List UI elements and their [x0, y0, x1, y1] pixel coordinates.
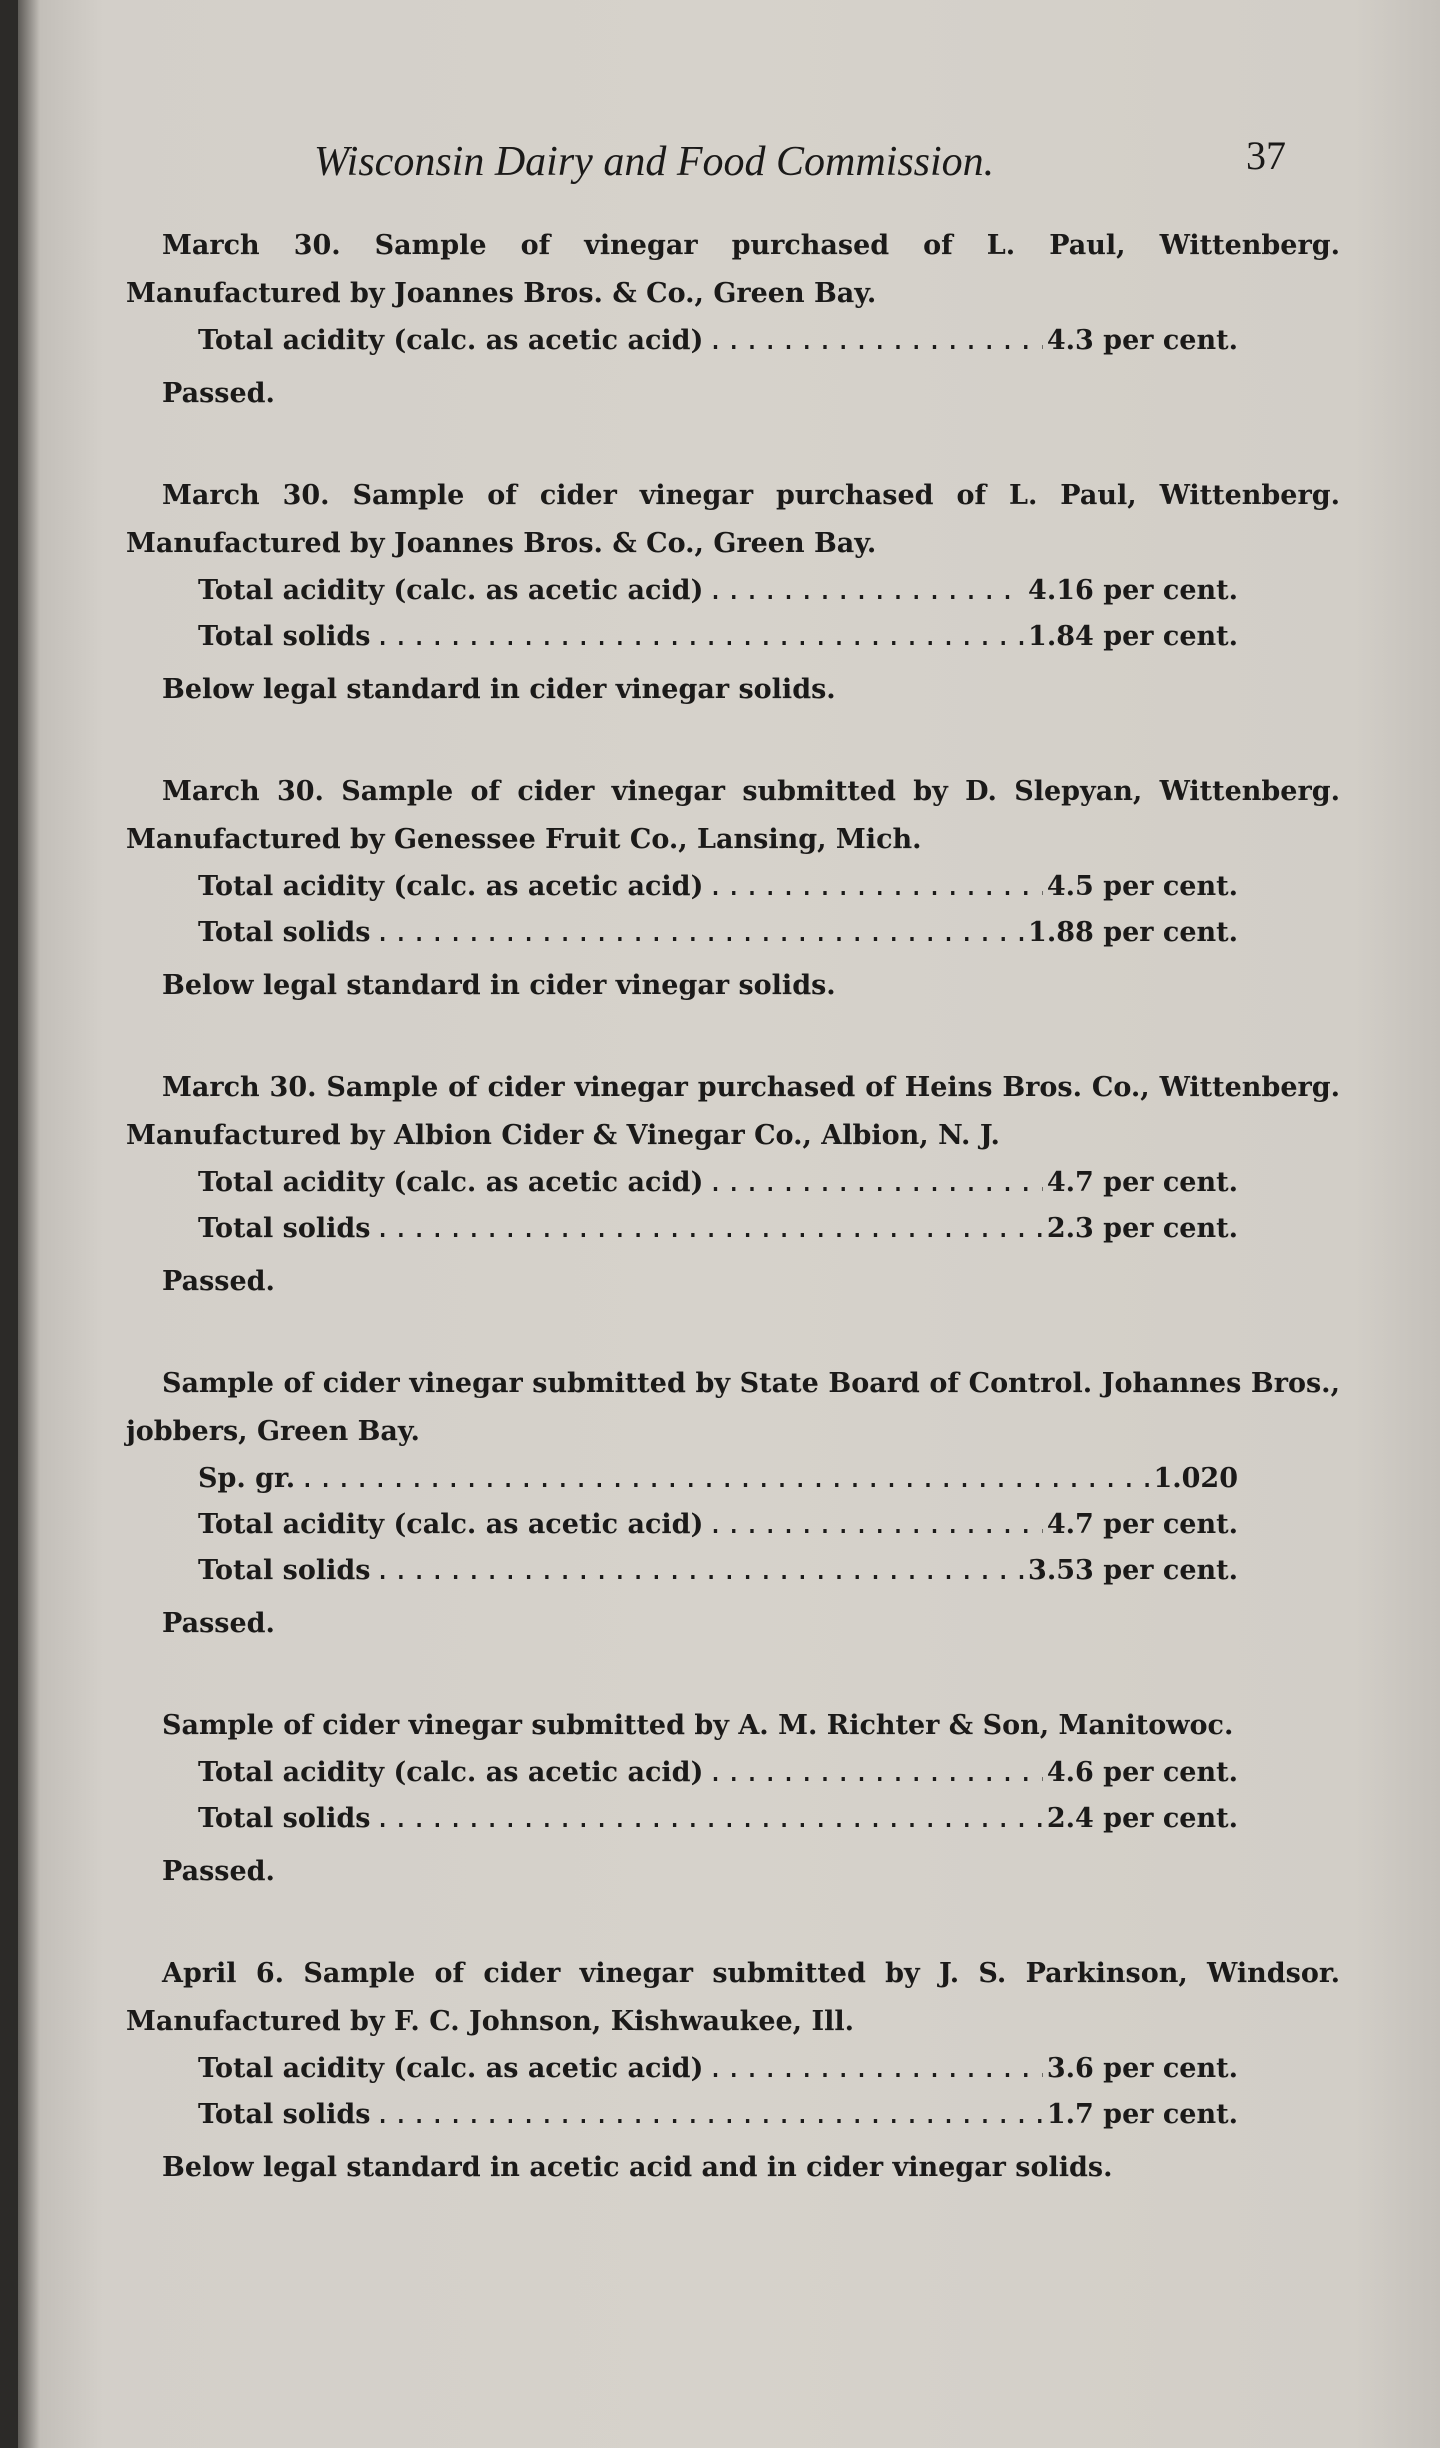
- measurement-label: Total acidity (calc. as acetic acid): [198, 325, 704, 356]
- measurement-value: 4.5 per cent.: [1046, 871, 1238, 902]
- dot-leader: [374, 2092, 1042, 2138]
- measurement-value: 4.3 per cent.: [1046, 325, 1238, 356]
- dot-leader: [707, 1160, 1042, 1206]
- dot-leader: [374, 1796, 1042, 1842]
- verdict: Below legal standard in cider vinegar solids.: [162, 970, 836, 1001]
- dot-leader: [374, 614, 1024, 660]
- measurement-label: Total acidity (calc. as acetic acid): [198, 1167, 704, 1198]
- measurement-label: Sp. gr.: [198, 1463, 296, 1494]
- dot-leader: [374, 910, 1024, 956]
- measurement-value: 2.3 per cent.: [1046, 1213, 1238, 1244]
- sample-entry: [126, 472, 1340, 716]
- dot-leader: [707, 2046, 1042, 2092]
- measurement-row: [198, 614, 1238, 660]
- dot-leader: [707, 1750, 1042, 1796]
- measurement-row: [198, 2046, 1238, 2092]
- measurement-label: Total solids: [198, 2099, 371, 2130]
- measurement-label: Total solids: [198, 1803, 371, 1834]
- measurement-value: 1.84 per cent.: [1028, 621, 1238, 652]
- measurement-value: 3.6 per cent.: [1046, 2053, 1238, 2084]
- verdict: Passed.: [162, 1856, 275, 1887]
- dot-leader: [707, 318, 1042, 364]
- verdict: Passed.: [162, 1266, 275, 1297]
- measurement-row: [198, 568, 1238, 614]
- sample-entry: [126, 222, 1340, 420]
- measurement-value: 4.6 per cent.: [1046, 1757, 1238, 1788]
- document-page: [18, 0, 1440, 2448]
- entry-description: March 30. Sample of cider vinegar purchased of L. Paul, Wittenberg. Manufactured by Joannes Bros. & Co., Green Bay.: [126, 480, 1340, 559]
- measurement-row: [198, 864, 1238, 910]
- entry-description: March 30. Sample of cider vinegar submitted by D. Slepyan, Wittenberg. Manufactured by Genessee Fruit Co., Lansing, Mich.: [126, 776, 1340, 855]
- measurement-label: Total acidity (calc. as acetic acid): [198, 2053, 704, 2084]
- measurement-value: 2.4 per cent.: [1046, 1803, 1238, 1834]
- measurement-label: Total acidity (calc. as acetic acid): [198, 575, 704, 606]
- sample-entry: [126, 1702, 1340, 1898]
- measurement-value: 4.7 per cent.: [1046, 1509, 1238, 1540]
- measurement-label: Total acidity (calc. as acetic acid): [198, 871, 704, 902]
- entry-description: March 30. Sample of vinegar purchased of L. Paul, Wittenberg. Manufactured by Joannes Bros. & Co., Green Bay.: [126, 230, 1340, 309]
- measurement-value: 1.88 per cent.: [1028, 917, 1238, 948]
- measurement-row: [198, 1502, 1238, 1548]
- measurement-row: [198, 1750, 1238, 1796]
- verdict: Passed.: [162, 1608, 275, 1639]
- sample-entry: [126, 768, 1340, 1012]
- running-title: Wisconsin Dairy and Food Commission.: [314, 139, 995, 185]
- sample-entry: [126, 1950, 1340, 2194]
- sample-entry: [126, 1064, 1340, 1308]
- dot-leader: [299, 1456, 1149, 1502]
- page-header: [18, 128, 1440, 198]
- binding-shadow: [18, 0, 40, 2448]
- dot-leader: [707, 1502, 1042, 1548]
- measurement-label: Total solids: [198, 1213, 371, 1244]
- measurement-row: [198, 1206, 1238, 1252]
- measurement-row: [198, 1548, 1238, 1594]
- measurement-label: Total solids: [198, 621, 371, 652]
- measurement-label: Total acidity (calc. as acetic acid): [198, 1509, 704, 1540]
- measurement-label: Total solids: [198, 1555, 371, 1586]
- entry-description: April 6. Sample of cider vinegar submitted by J. S. Parkinson, Windsor. Manufactured by F. C. Johnson, Kishwaukee, Ill.: [126, 1958, 1340, 2037]
- dot-leader: [374, 1206, 1042, 1252]
- measurement-row: [198, 1160, 1238, 1206]
- verdict: Below legal standard in cider vinegar solids.: [162, 674, 836, 705]
- dot-leader: [707, 864, 1042, 910]
- dot-leader: [707, 568, 1024, 614]
- measurement-value: 4.7 per cent.: [1046, 1167, 1238, 1198]
- measurement-value: 1.020: [1153, 1463, 1238, 1494]
- measurement-label: Total acidity (calc. as acetic acid): [198, 1757, 704, 1788]
- sample-entry: [126, 1360, 1340, 1650]
- measurement-value: 1.7 per cent.: [1046, 2099, 1238, 2130]
- measurement-row: [198, 318, 1238, 364]
- measurement-row: [198, 1456, 1238, 1502]
- measurement-row: [198, 2092, 1238, 2138]
- measurement-row: [198, 910, 1238, 956]
- measurement-label: Total solids: [198, 917, 371, 948]
- dot-leader: [374, 1548, 1024, 1594]
- measurement-value: 3.53 per cent.: [1028, 1555, 1238, 1586]
- entry-description: Sample of cider vinegar submitted by A. M. Richter & Son, Manitowoc.: [162, 1710, 1234, 1741]
- verdict: Passed.: [162, 378, 275, 409]
- entry-description: March 30. Sample of cider vinegar purchased of Heins Bros. Co., Wittenberg. Manufactured by Albion Cider & Vinegar Co., Albion, N. J.: [126, 1072, 1340, 1151]
- entries-list: [126, 222, 1340, 2246]
- page-number: 37: [1246, 133, 1286, 178]
- measurement-value: 4.16 per cent.: [1028, 575, 1238, 606]
- measurement-row: [198, 1796, 1238, 1842]
- entry-description: Sample of cider vinegar submitted by State Board of Control. Johannes Bros., jobbers, Green Bay.: [126, 1368, 1340, 1447]
- verdict: Below legal standard in acetic acid and in cider vinegar solids.: [162, 2152, 1113, 2183]
